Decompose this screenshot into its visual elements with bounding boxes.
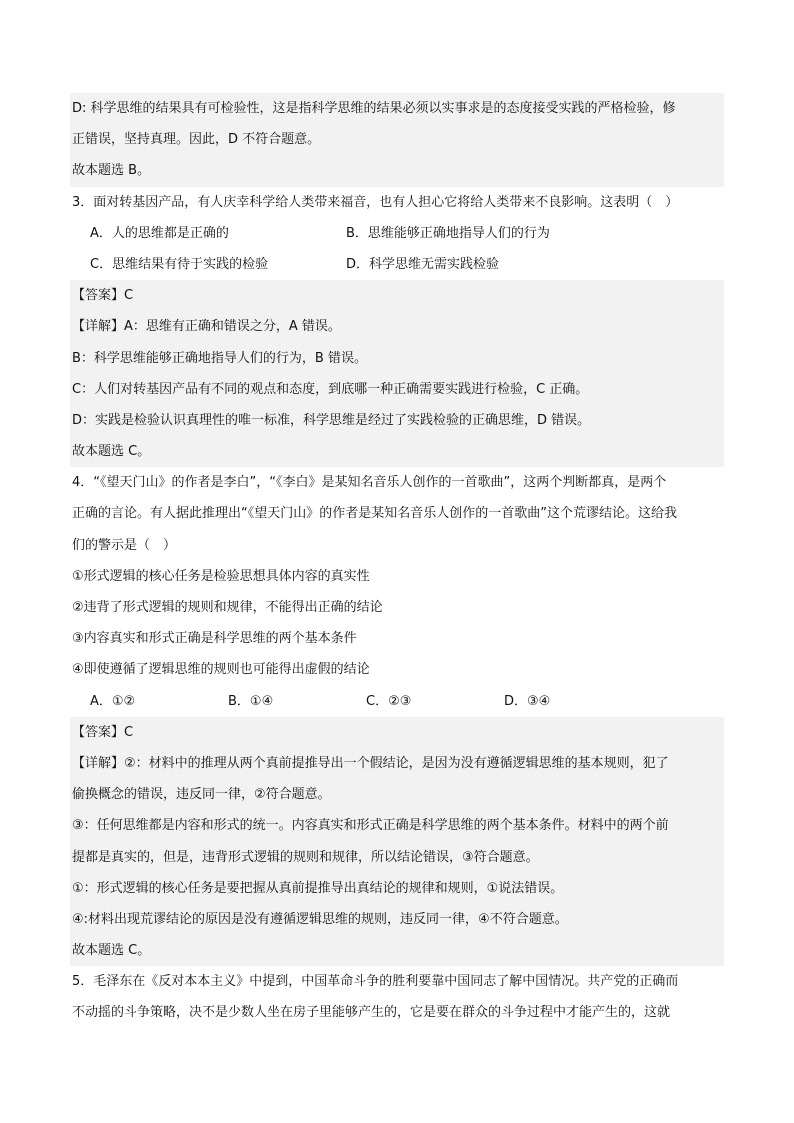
q4-option-a: A．①② bbox=[90, 693, 136, 709]
q4-analysis-line: 偷换概念的错误，违反同一律，②符合题意。 bbox=[70, 779, 724, 810]
q4-stem-line: 正确的言论。有人据此推理出“《望天门山》的作者是某知名音乐人创作的一首歌曲”这个荒谬结论。这给我 bbox=[72, 506, 677, 522]
q2-analysis-line: 正错误，坚持真理。因此，D 不符合题意。 bbox=[70, 124, 724, 155]
q4-statement: ③内容真实和形式正确是科学思维的两个基本条件 bbox=[72, 631, 357, 647]
q4-option-c: C．②③ bbox=[366, 693, 412, 709]
q2-conclusion: 故本题选 B。 bbox=[70, 155, 724, 186]
q4-answer: 【答案】C bbox=[70, 717, 724, 748]
q5-stem-line: 5．毛泽东在《反对本本主义》中提到，中国革命斗争的胜利要靠中国同志了解中国情况。共产党的正确而 bbox=[72, 974, 679, 990]
q3-analysis-line: C：人们对转基因产品有不同的观点和态度，到底哪一种正确需要实践进行检验，C 正确。 bbox=[70, 374, 724, 405]
q2-analysis-line: D: 科学思维的结果具有可检验性，这是指科学思维的结果必须以实事求是的态度接受实践的严格检验，修 bbox=[70, 93, 724, 124]
q3-option-d: D．科学思维无需实践检验 bbox=[346, 256, 500, 272]
q4-option-d: D．③④ bbox=[504, 693, 551, 709]
q3-options-row bbox=[70, 249, 724, 280]
q4-statement: ④即使遵循了逻辑思维的规则也可能得出虚假的结论 bbox=[72, 662, 370, 678]
q4-option-b: B．①④ bbox=[228, 693, 274, 709]
q4-stem-line: 4．“《望天门山》的作者是李白”，“《李白》是某知名音乐人创作的一首歌曲”，这两个判断都真，是两个 bbox=[72, 475, 667, 491]
q3-analysis-line: D：实践是检验认识真理性的唯一标准，科学思维是经过了实践检验的正确思维，D 错误。 bbox=[70, 405, 724, 436]
q3-analysis-line: 【详解】A：思维有正确和错误之分，A 错误。 bbox=[70, 311, 724, 342]
q4-stem-line: 们的警示是（ ） bbox=[72, 537, 177, 553]
q4-analysis-line: 【详解】②：材料中的推理从两个真前提推导出一个假结论，是因为没有遵循逻辑思维的基本规则，犯了 bbox=[70, 748, 724, 779]
q4-conclusion: 故本题选 C。 bbox=[70, 935, 724, 966]
q3-option-c: C．思维结果有待于实践的检验 bbox=[90, 256, 269, 272]
q4-analysis-line: ①：形式逻辑的核心任务是要把握从真前提推导出真结论的规律和规则，①说法错误。 bbox=[70, 873, 724, 904]
q5-stem-line: 不动摇的斗争策略，决不是少数人坐在房子里能够产生的，它是要在群众的斗争过程中才能产生的，这就 bbox=[72, 1005, 671, 1021]
page-content bbox=[70, 93, 724, 1029]
q3-options-row bbox=[70, 218, 724, 249]
q4-statement: ②违背了形式逻辑的规则和规律，不能得出正确的结论 bbox=[72, 600, 383, 615]
q3-answer: 【答案】C bbox=[70, 280, 724, 311]
q3-analysis-line: B：科学思维能够正确地指导人们的行为，B 错误。 bbox=[70, 343, 724, 374]
q4-statement: ①形式逻辑的核心任务是检验思想具体内容的真实性 bbox=[72, 568, 370, 584]
q3-option-a: A．人的思维都是正确的 bbox=[90, 225, 229, 241]
q3-option-b: B．思维能够正确地指导人们的行为 bbox=[346, 225, 550, 241]
q3-conclusion: 故本题选 C。 bbox=[70, 436, 724, 467]
q4-analysis-line: ④:材料出现荒谬结论的原因是没有遵循逻辑思维的规则，违反同一律，④不符合题意。 bbox=[70, 904, 724, 935]
q4-analysis-line: 提都是真实的，但是，违背形式逻辑的规则和规律，所以结论错误，③符合题意。 bbox=[70, 842, 724, 873]
q4-options-row bbox=[70, 686, 724, 717]
q4-analysis-line: ③：任何思维都是内容和形式的统一。内容真实和形式正确是科学思维的两个基本条件。材料中的两个前 bbox=[70, 810, 724, 841]
q3-stem: 3．面对转基因产品，有人庆幸科学给人类带来福音，也有人担心它将给人类带来不良影响。这表明（ ） bbox=[72, 194, 679, 210]
